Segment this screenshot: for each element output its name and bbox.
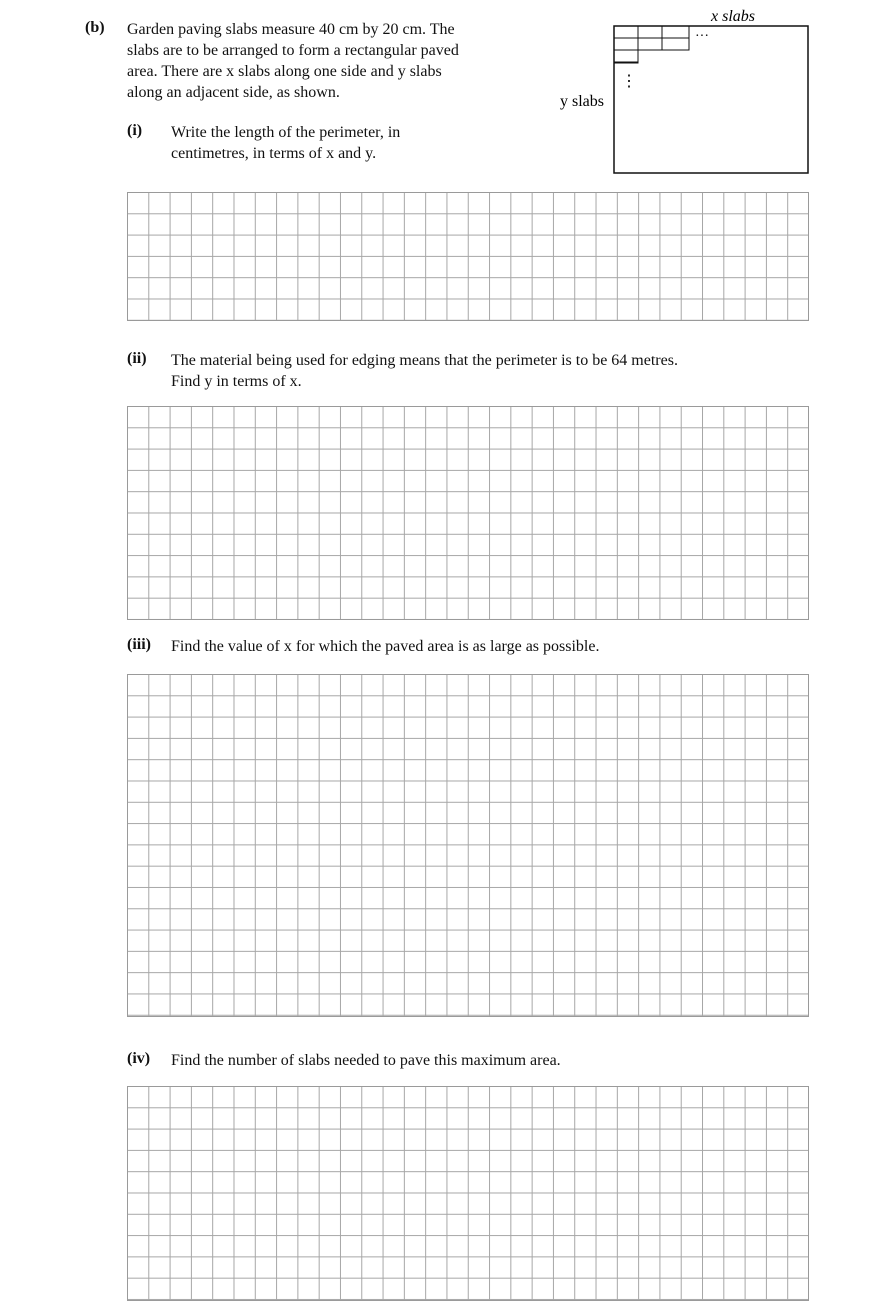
x-slabs-label: x slabs [711, 8, 755, 25]
horizontal-dots: ··· [695, 29, 709, 44]
q2-line-2: Find y in terms of x. [171, 373, 302, 390]
q4-label: (iv) [127, 1050, 151, 1067]
part-b-line-2: slabs are to be arranged to form a rectangular paved [127, 42, 459, 59]
q2-text [171, 350, 811, 392]
part-b-label: (b) [85, 19, 105, 36]
slab [614, 26, 638, 38]
q2-line-1: The material being used for edging means that the perimeter is to be 64 metres. [171, 352, 678, 369]
slab [662, 26, 689, 38]
slab [662, 38, 689, 50]
slab [614, 50, 638, 62]
q3-text [171, 636, 811, 657]
q1-text [171, 122, 471, 164]
answer-grid-q4[interactable] [127, 1086, 809, 1301]
part-b-text [127, 19, 527, 103]
q4-text [171, 1050, 811, 1071]
q1-label: (i) [127, 122, 143, 139]
part-b-line-1: Garden paving slabs measure 40 cm by 20 cm. The [127, 21, 455, 38]
part-b-line-4: along an adjacent side, as shown. [127, 84, 340, 101]
q3-label: (iii) [127, 636, 151, 653]
q2-label: (ii) [127, 350, 147, 367]
slab [638, 38, 662, 50]
q1-line-1: Write the length of the perimeter, in [171, 124, 401, 141]
paving-diagram [555, 0, 825, 180]
y-slabs-label: y slabs [560, 93, 604, 110]
vertical-dots: ⋮ [621, 73, 637, 90]
q4-line-1: Find the number of slabs needed to pave this maximum area. [171, 1052, 561, 1069]
part-b-line-3: area. There are x slabs along one side and y slabs [127, 63, 442, 80]
q3-line-1: Find the value of x for which the paved area is as large as possible. [171, 638, 600, 655]
paved-area-outline [614, 26, 808, 173]
q1-line-2: centimetres, in terms of x and y. [171, 145, 377, 162]
answer-grid-q3[interactable] [127, 674, 809, 1017]
slab [614, 62, 638, 63]
answer-grid-q2[interactable] [127, 406, 809, 620]
answer-grid-q1[interactable] [127, 192, 809, 321]
slab [614, 38, 638, 50]
slab [638, 26, 662, 38]
